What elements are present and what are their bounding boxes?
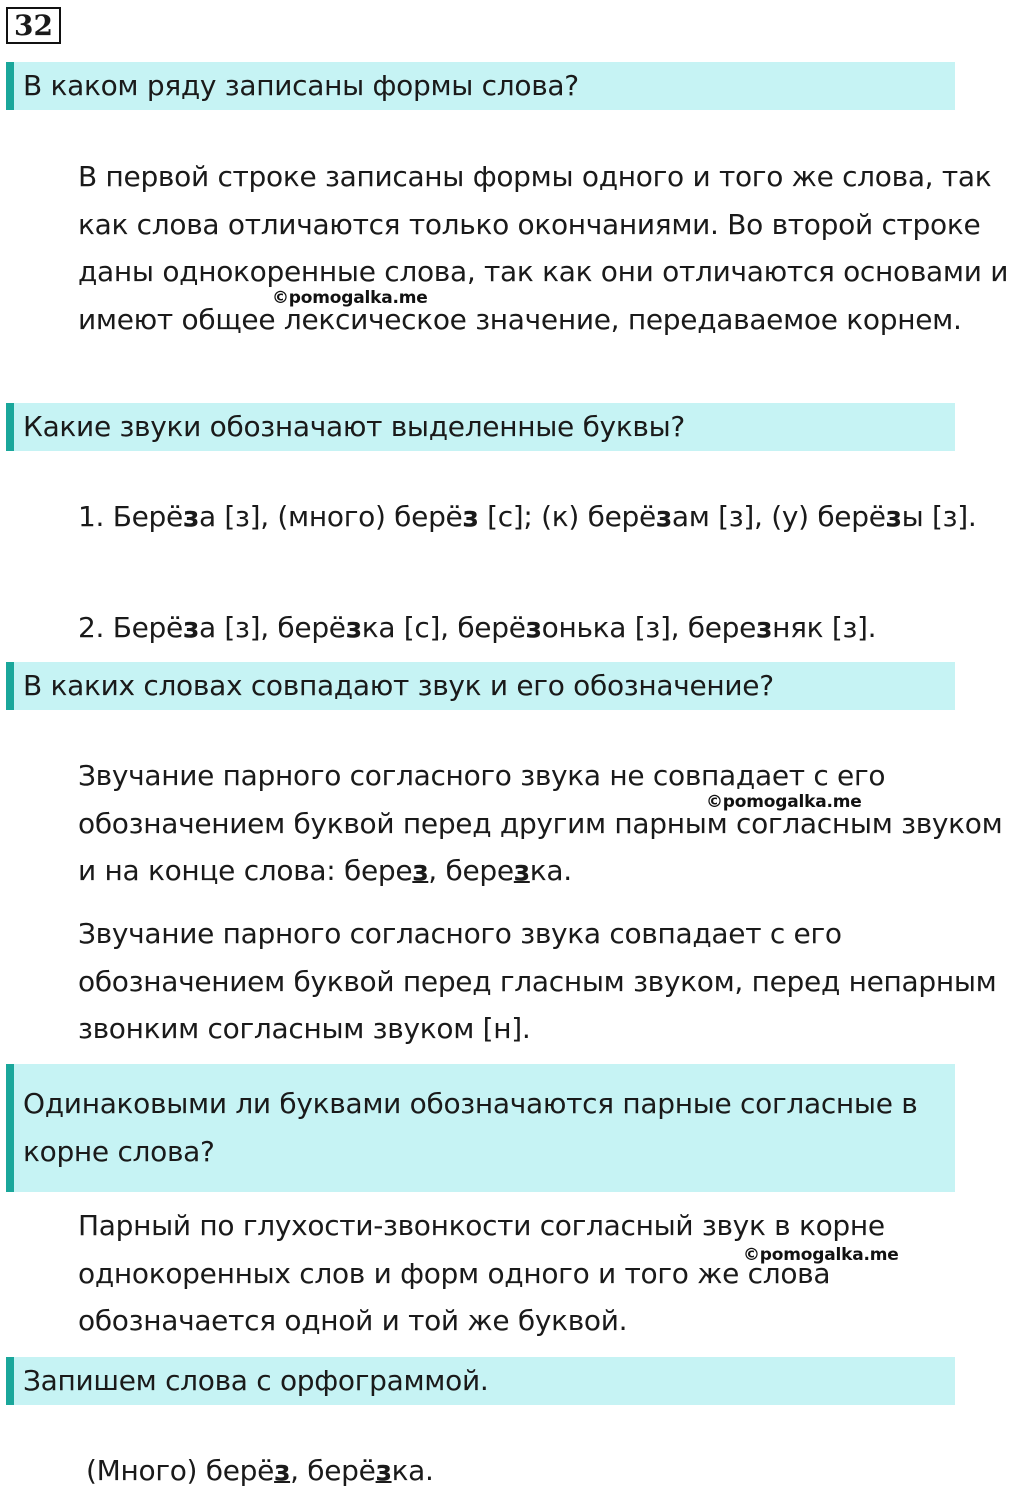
question-2: Какие звуки обозначают выделенные буквы? <box>6 403 955 451</box>
watermark: ©pomogalka.me <box>743 1245 899 1265</box>
question-4: Одинаковыми ли буквами обозначаются парные согласные в корне слова? <box>6 1064 955 1192</box>
answer-4: Парный по глухости-звонкости согласный звук в корне однокоренных слов и форм одного и того же слова обозначается одной и той же буквой. <box>78 1209 885 1337</box>
task-number: 32 <box>6 7 61 44</box>
answer-5: (Много) берёз, берёзка. <box>86 1454 434 1487</box>
watermark: ©pomogalka.me <box>706 792 862 812</box>
question-5: Запишем слова с орфограммой. <box>6 1357 955 1405</box>
answer-1: В первой строке записаны формы одного и того же слова, так как слова отличаются только окончаниями. Во второй строке даны однокоренные слова, так как они отличаются основами и имеют общее лексическое значение, передаваемое корнем. <box>78 160 1009 336</box>
question-3: В каких словах совпадают звук и его обозначение? <box>6 662 955 710</box>
answer-3b: Звучание парного согласного звука совпадает с его обозначением буквой перед гласным звуком, перед непарным звонким согласным звуком [н]. <box>78 917 997 1045</box>
question-1: В каком ряду записаны формы слова? <box>6 62 955 110</box>
watermark: ©pomogalka.me <box>272 288 428 308</box>
answer-3a: Звучание парного согласного звука не совпадает с его обозначением буквой перед другим парным согласным звуком и на конце слова: берез, березка. <box>78 759 1003 887</box>
example-row-2: 2. Берёза [з], берёзка [с], берёзонька [з], березняк [з]. <box>78 611 877 644</box>
example-row-1: 1. Берёза [з], (много) берёз [с]; (к) берёзам [з], (у) берёзы [з]. <box>78 500 977 533</box>
